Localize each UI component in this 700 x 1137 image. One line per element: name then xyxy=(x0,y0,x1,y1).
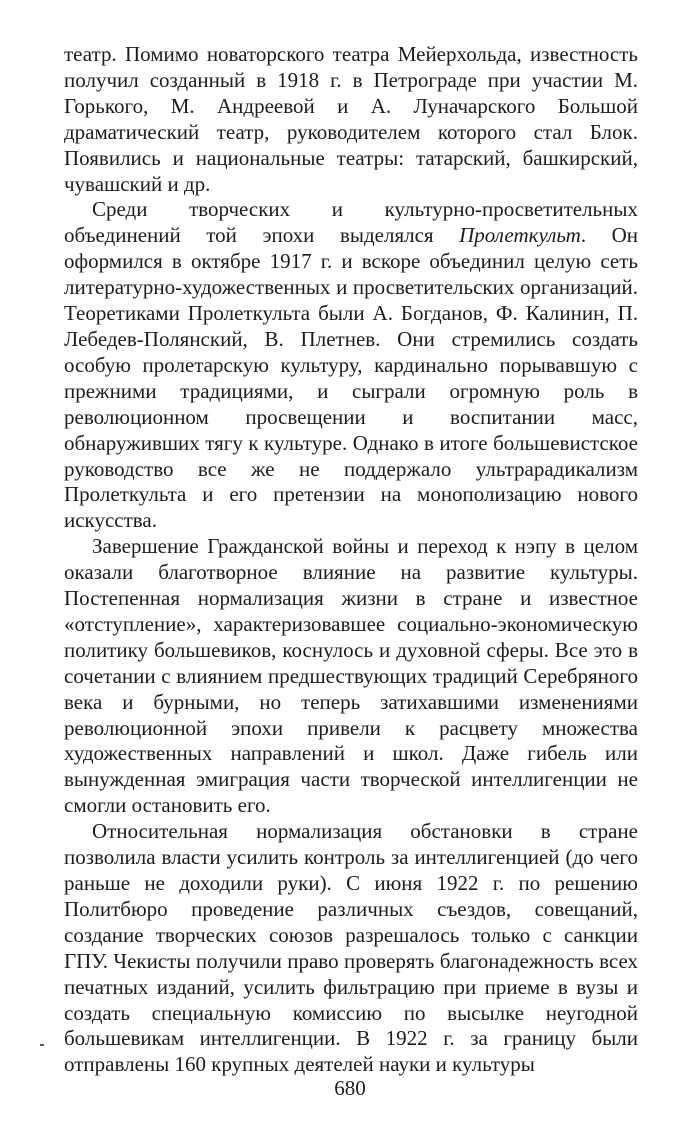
paragraph-1 xyxy=(64,42,638,197)
paragraph-1-text: театр. Помимо новаторского театра Мейерхольда, известность получил созданный в 1918 г. в Петрограде при участии М. Горького, М. Андреевой и А. Луначарского Большой драматический театр, руководителем которого стал Блок. Появились и национальные театры: татарский, башкирский, чувашский и др. xyxy=(64,42,638,196)
page-number: 680 xyxy=(334,1076,366,1100)
paragraph-4-text: Относительная нормализация обстановки в стране позволила власти усилить контроль за интеллигенцией (до чего раньше не доходили руки). С июня 1922 г. по решению Политбюро проведение различных съездов, совещаний, создание творческих союзов разрешалось только с санкции ГПУ. Чекисты получили право проверять благонадежность всех печатных изданий, усилить фильтрацию при приеме в вузы и создать специальную комиссию по высылке неугодной большевикам интеллигенции. В 1922 г. за границу были отправлены 160 крупных деятелей науки и культуры xyxy=(64,819,638,1077)
margin-mark xyxy=(40,1044,44,1046)
paragraph-2-text-b: . Он оформился в октябре 1917 г. и вскоре объединил целую сеть литературно-художественных и просветительских организаций. Теоретиками Пролеткульта были А. Богданов, Ф. Калинин, П. Лебедев-Полянский, В. Плетнев. Они стремились создать особую пролетарскую культуру, кардинально порывавшую с прежними традициями, и сыграли огромную роль в революционном просвещении и воспитании масс, обнаруживших тягу к культуре. Однако в итоге большевистское руководство все же не поддержало ультрарадикализм Пролеткульта и его претензии на монополизацию нового искусства. xyxy=(64,223,639,533)
page-body xyxy=(64,42,638,1078)
paragraph-4 xyxy=(64,819,638,1078)
paragraph-2-text-a: Среди творческих и культурно-просветительных объединений той эпохи выделялся xyxy=(64,197,638,248)
paragraph-2 xyxy=(64,197,638,534)
paragraph-2-italic-term: Пролеткульт xyxy=(459,223,581,248)
paragraph-3 xyxy=(64,534,638,819)
paragraph-3-text: Завершение Гражданской войны и переход к нэпу в целом оказали благотворное влияние на развитие культуры. Постепенная нормализация жизни в стране и известное «отступление», характеризовавшее социально-экономическую политику большевиков, коснулось и духовной сферы. Все это в сочетании с влиянием предшествующих традиций Серебряного века и бурными, но теперь затихавшими изменениями революционной эпохи привели к расцвету множества художественных направлений и школ. Даже гибель или вынужденная эмиграция части творческой интеллигенции не смогли остановить его. xyxy=(64,534,638,818)
